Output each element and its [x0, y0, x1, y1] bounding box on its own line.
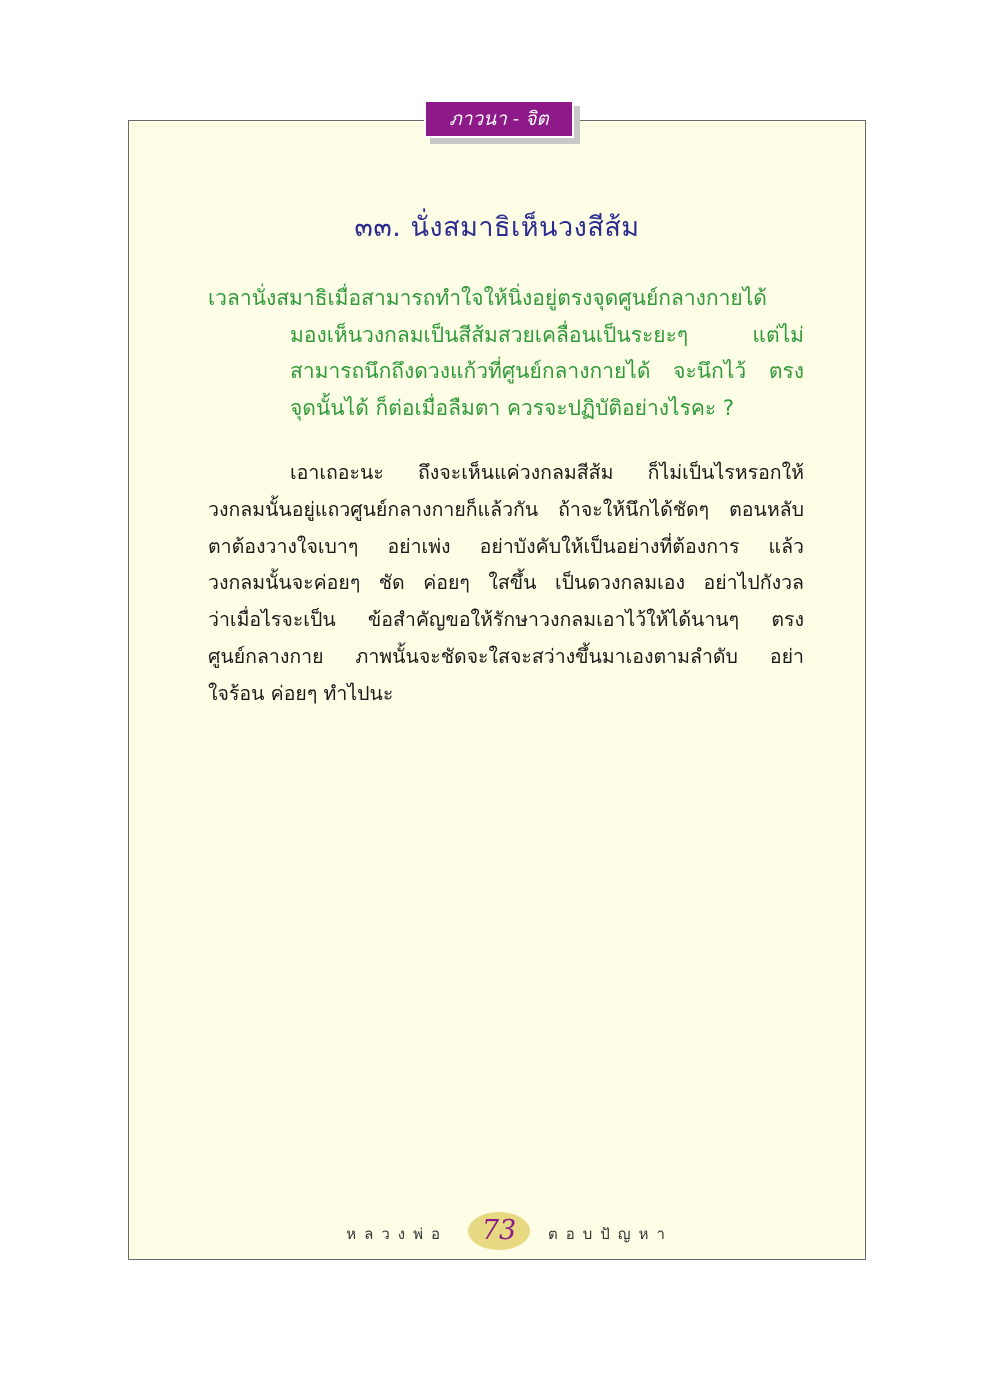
answer-line: ศูนย์กลางกาย ภาพนั้นจะชัดจะใสจะสว่างขึ้นมาเองตามลำดับ อย่า: [208, 644, 804, 668]
footer-book-title-right: ตอบปัญหา: [548, 1225, 673, 1243]
answer-line: เอาเถอะนะ ถึงจะเห็นแค่วงกลมสีส้ม ก็ไม่เป็นไรหรอกให้: [290, 461, 804, 484]
question-line: มองเห็นวงกลมเป็นสีส้มสวยเคลื่อนเป็นระยะๆ แต่ไม่: [290, 322, 804, 347]
question-line: สามารถนึกถึงดวงแก้วที่ศูนย์กลางกายได้ จะนึกไว้ ตรง: [290, 359, 804, 383]
page-footer: [128, 1212, 866, 1256]
question-line: เวลานั่งสมาธิเมื่อสามารถทำใจให้นิ่งอยู่ตรงจุดศูนย์กลางกายได้: [208, 286, 767, 310]
section-tab: ภาวนา - จิต: [424, 100, 574, 138]
page-number: 73: [481, 1215, 517, 1246]
question-block: [208, 280, 804, 426]
article-title: ๓๓. นั่งสมาธิเห็นวงสีส้ม: [354, 212, 640, 243]
answer-block: [208, 455, 804, 713]
answer-line: ตาต้องวางใจเบาๆ อย่าเพ่ง อย่าบังคับให้เป็นอย่างที่ต้องการ แล้ว: [208, 534, 804, 558]
answer-line: วงกลมนั้นอยู่แถวศูนย์กลางกายก็แล้วกัน ถ้าจะให้นึกได้ชัดๆ ตอนหลับ: [208, 497, 804, 521]
question-line: จุดนั้นได้ ก็ต่อเมื่อลืมตา ควรจะปฏิบัติอย่างไรคะ ?: [290, 395, 734, 420]
footer-book-title-left: หลวงพ่อ: [346, 1225, 448, 1243]
answer-line: ใจร้อน ค่อยๆ ทำไปนะ: [208, 681, 394, 705]
answer-line: วงกลมนั้นจะค่อยๆ ชัด ค่อยๆ ใสขึ้น เป็นดวงกลมเอง อย่าไปกังวล: [208, 571, 804, 595]
answer-line: ว่าเมื่อไรจะเป็น ข้อสำคัญขอให้รักษาวงกลมเอาไว้ให้ได้นานๆ ตรง: [208, 608, 804, 632]
